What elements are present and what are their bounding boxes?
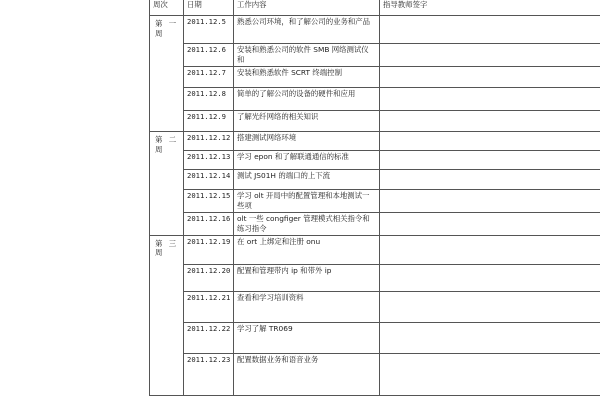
- signature-cell: [380, 44, 600, 67]
- table-row: [150, 88, 600, 111]
- week-cell: 第 二 周: [150, 132, 184, 236]
- content-cell: 安装和熟悉软件 SCRT 终端控制: [234, 67, 380, 88]
- signature-cell: [380, 170, 600, 190]
- table-row: [150, 190, 600, 213]
- content-cell: 配置数据业务和语音业务: [234, 353, 380, 395]
- date-cell: 2011.12.19: [184, 235, 234, 264]
- header-signature: 指导教师签字: [380, 0, 600, 16]
- week-cell: 第 三 周: [150, 235, 184, 395]
- table-row: [150, 67, 600, 88]
- date-cell: 2011.12.21: [184, 291, 234, 322]
- signature-cell: [380, 322, 600, 353]
- table-row: [150, 264, 600, 291]
- date-cell: 2011.12.5: [184, 16, 234, 44]
- signature-cell: [380, 353, 600, 395]
- date-cell: 2011.12.16: [184, 213, 234, 236]
- work-log-table: [149, 0, 600, 396]
- content-cell: 了解光纤网络的相关知识: [234, 111, 380, 132]
- date-cell: 2011.12.20: [184, 264, 234, 291]
- header-content: 工作内容: [234, 0, 380, 16]
- date-cell: 2011.12.6: [184, 44, 234, 67]
- date-cell: 2011.12.8: [184, 88, 234, 111]
- signature-cell: [380, 16, 600, 44]
- table-header-row: [150, 0, 600, 16]
- date-cell: 2011.12.12: [184, 132, 234, 151]
- table-row: [150, 111, 600, 132]
- date-cell: 2011.12.9: [184, 111, 234, 132]
- table-row: [150, 132, 600, 151]
- signature-cell: [380, 132, 600, 151]
- content-cell: 配置和管理带内 ip 和带外 ip: [234, 264, 380, 291]
- signature-cell: [380, 264, 600, 291]
- content-cell: 学习 epon 和了解联通通信的标准: [234, 151, 380, 170]
- table-row: [150, 213, 600, 236]
- table-row: [150, 170, 600, 190]
- header-date: 日期: [184, 0, 234, 16]
- date-cell: 2011.12.7: [184, 67, 234, 88]
- table-row: [150, 235, 600, 264]
- signature-cell: [380, 67, 600, 88]
- content-cell: 简单的了解公司的设备的硬件和应用: [234, 88, 380, 111]
- table-row: [150, 353, 600, 395]
- signature-cell: [380, 111, 600, 132]
- table-row: [150, 44, 600, 67]
- signature-cell: [380, 88, 600, 111]
- content-cell: olt 一些 congfiger 管理模式相关指令和练习指令: [234, 213, 380, 236]
- content-cell: 查看和学习培训资料: [234, 291, 380, 322]
- date-cell: 2011.12.13: [184, 151, 234, 170]
- content-cell: 安装和熟悉公司的软件 SMB 网络测试仪和: [234, 44, 380, 67]
- header-week: 周次: [150, 0, 184, 16]
- date-cell: 2011.12.14: [184, 170, 234, 190]
- content-cell: 学习了解 TR069: [234, 322, 380, 353]
- week-cell: 第 一 周: [150, 16, 184, 132]
- content-cell: 学习 olt 开局中的配置管理和本地测试一些项: [234, 190, 380, 213]
- content-cell: 测试 JS01H 的端口的上下流: [234, 170, 380, 190]
- table-row: [150, 16, 600, 44]
- date-cell: 2011.12.22: [184, 322, 234, 353]
- content-cell: 在 ort 上绑定和注册 onu: [234, 235, 380, 264]
- table-row: [150, 291, 600, 322]
- signature-cell: [380, 213, 600, 236]
- table-row: [150, 322, 600, 353]
- table-row: [150, 151, 600, 170]
- content-cell: 熟悉公司环境，和了解公司的业务和产品: [234, 16, 380, 44]
- signature-cell: [380, 235, 600, 264]
- date-cell: 2011.12.15: [184, 190, 234, 213]
- content-cell: 搭建测试网络环境: [234, 132, 380, 151]
- signature-cell: [380, 291, 600, 322]
- signature-cell: [380, 151, 600, 170]
- signature-cell: [380, 190, 600, 213]
- date-cell: 2011.12.23: [184, 353, 234, 395]
